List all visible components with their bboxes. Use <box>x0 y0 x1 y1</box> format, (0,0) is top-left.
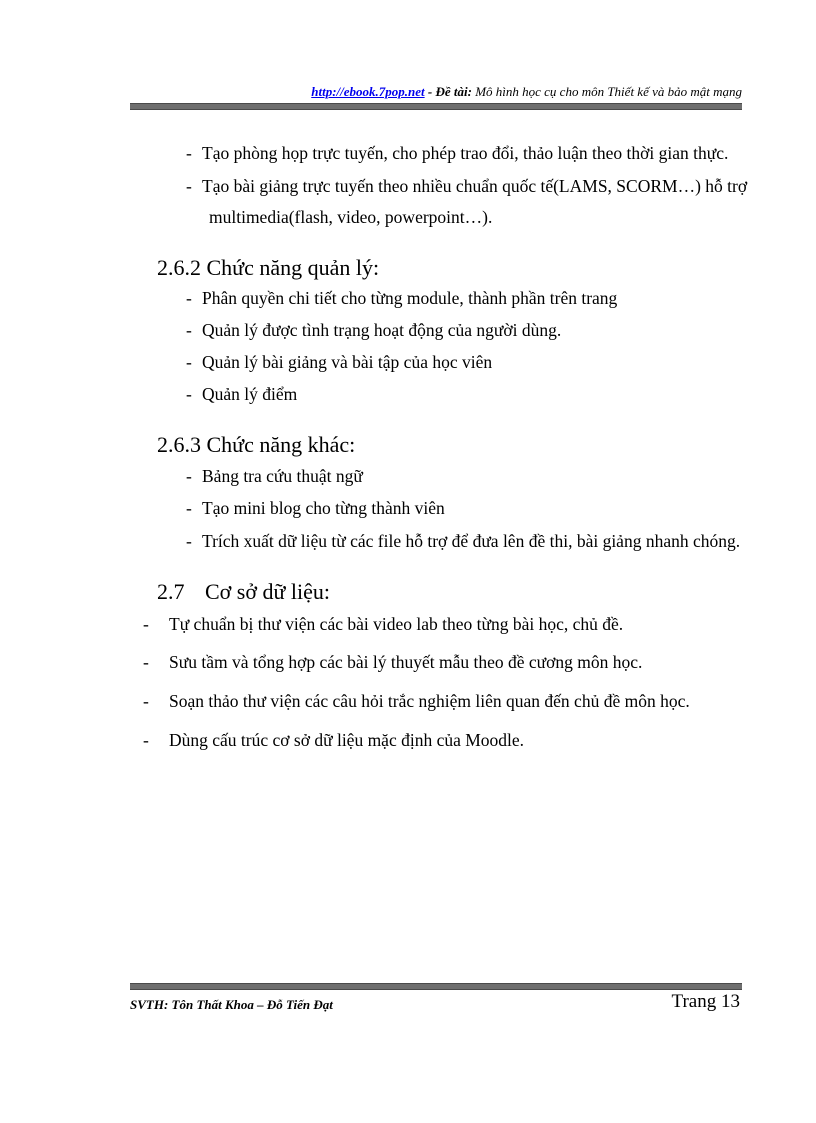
list-item-text: Phân quyền chi tiết cho từng module, thành phần trên trang <box>202 288 618 308</box>
list-item <box>186 286 617 310</box>
bullet-dash: - <box>186 466 192 486</box>
list-item-text: Trích xuất dữ liệu từ các file hỗ trợ để đưa lên đề thi, bài giảng nhanh chóng. <box>202 531 741 551</box>
bullet-dash: - <box>186 352 192 372</box>
section-heading-2-6-2: 2.6.2 Chức năng quản lý: <box>157 255 380 280</box>
list-item-text: Quản lý được tình trạng hoạt động của người dùng. <box>202 320 562 340</box>
list-item <box>186 141 728 165</box>
header-rule <box>130 103 742 110</box>
list-item <box>186 529 740 553</box>
header-topic-label: Đề tài: <box>435 84 472 99</box>
list-item <box>186 350 492 374</box>
list-item <box>186 174 747 198</box>
bullet-dash: - <box>186 384 192 404</box>
section-title: Cơ sở dữ liệu: <box>205 579 331 604</box>
bullet-dash: - <box>186 288 192 308</box>
bullet-dash: - <box>143 652 149 672</box>
list-item-text: Quản lý bài giảng và bài tập của học viên <box>202 352 493 372</box>
section-heading-2-7 <box>157 578 330 606</box>
list-item <box>186 318 561 342</box>
list-item-continuation: multimedia(flash, video, powerpoint…). <box>209 207 493 227</box>
bullet-dash: - <box>186 320 192 340</box>
list-item <box>186 496 445 520</box>
bullet-dash: - <box>186 176 192 196</box>
footer-rule <box>130 983 742 990</box>
list-item <box>186 464 363 488</box>
page-number: Trang 13 <box>671 991 740 1012</box>
list-item-text: Quản lý điểm <box>202 384 298 404</box>
list-item-text: Bảng tra cứu thuật ngữ <box>202 466 363 486</box>
bullet-dash: - <box>186 531 192 551</box>
section-number: 2.7 <box>157 579 185 604</box>
header-link[interactable]: http://ebook.7pop.net <box>311 84 425 99</box>
header-topic: Mô hình học cụ cho môn Thiết kế và bảo mật mạng <box>471 84 742 99</box>
list-item-text: Soạn thảo thư viện các câu hỏi trắc nghiệm liên quan đến chủ đề môn học. <box>169 691 690 711</box>
list-item-text: Tạo mini blog cho từng thành viên <box>202 498 445 518</box>
list-item <box>186 382 297 406</box>
list-item-text: Sưu tầm và tổng hợp các bài lý thuyết mẫu theo đề cương môn học. <box>169 652 643 672</box>
footer-authors: SVTH: Tôn Thất Khoa – Đỗ Tiến Đạt <box>130 997 333 1012</box>
bullet-dash: - <box>186 143 192 163</box>
bullet-dash: - <box>143 691 149 711</box>
list-item-text: Tạo phòng họp trực tuyến, cho phép trao đổi, thảo luận theo thời gian thực. <box>202 143 729 163</box>
bullet-dash: - <box>186 498 192 518</box>
list-item-text: Dùng cấu trúc cơ sở dữ liệu mặc định của Moodle. <box>169 730 525 750</box>
page-header <box>130 84 742 100</box>
section-heading-2-6-3: 2.6.3 Chức năng khác: <box>157 432 356 457</box>
list-item-text: Tự chuẩn bị thư viện các bài video lab theo từng bài học, chủ đề. <box>169 614 624 634</box>
header-separator: - <box>424 84 436 99</box>
bullet-dash: - <box>143 614 149 634</box>
list-item-text: Tạo bài giảng trực tuyến theo nhiều chuẩn quốc tế(LAMS, SCORM…) hỗ trợ <box>202 176 748 196</box>
bullet-dash: - <box>143 730 149 750</box>
